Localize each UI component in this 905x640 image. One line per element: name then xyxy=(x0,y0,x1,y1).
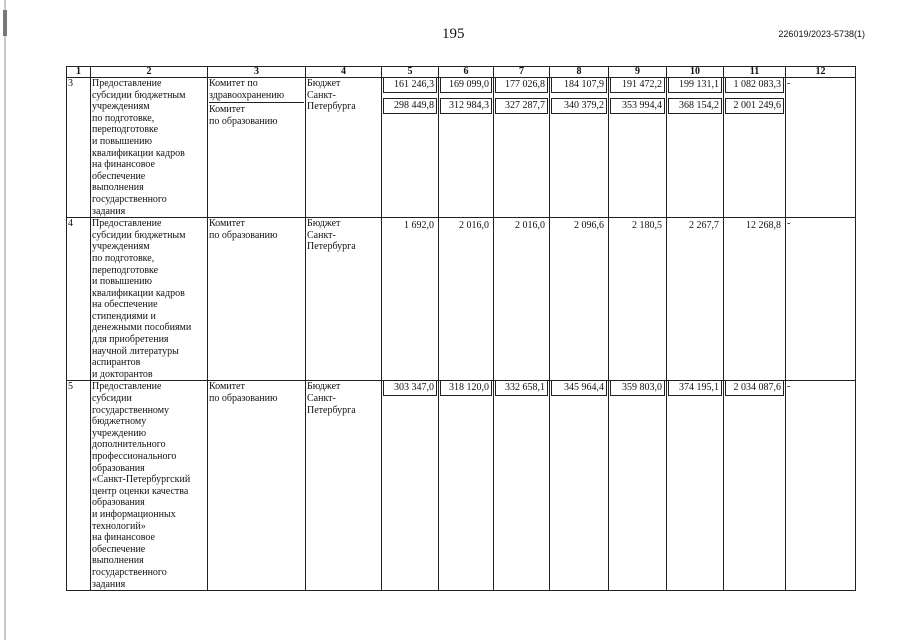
source-text: Бюджет Санкт- Петербурга xyxy=(307,218,356,253)
value-box: 184 107,9 xyxy=(551,77,607,93)
value-text: 2 180,5 xyxy=(632,220,662,232)
header-cell: 6 xyxy=(439,67,494,78)
value-box: 199 131,1 xyxy=(668,77,722,93)
row-name xyxy=(91,78,208,218)
value-box: 345 964,4 xyxy=(551,380,607,396)
value-box: 368 154,2 xyxy=(668,98,722,114)
value-text: 1 692,0 xyxy=(404,220,434,232)
row-executor xyxy=(208,381,306,591)
value-text: 12 268,8 xyxy=(746,220,781,232)
value-cell xyxy=(724,218,786,381)
page-number: 195 xyxy=(442,26,465,42)
row-source xyxy=(306,381,382,591)
row-name-text: Предоставление субсидии бюджетным учреждениям по подготовке, переподготовке и повышению квалификации кадров на финансовое обеспечение выполнения государственного задания xyxy=(92,78,186,217)
value-cell xyxy=(550,78,609,218)
value-cell xyxy=(439,218,494,381)
value-box: 359 803,0 xyxy=(610,380,665,396)
table-row xyxy=(67,78,856,218)
value-cell xyxy=(550,218,609,381)
value-box: 332 658,1 xyxy=(495,380,548,396)
header-row xyxy=(67,67,856,78)
row-name xyxy=(91,381,208,591)
header-cell: 10 xyxy=(667,67,724,78)
value-box: 353 994,4 xyxy=(610,98,665,114)
value-box: 298 449,8 xyxy=(383,98,437,114)
header-cell: 4 xyxy=(306,67,382,78)
executor-education: Комитет по образованию xyxy=(209,104,278,127)
value-cell xyxy=(724,381,786,591)
header-cell: 1 xyxy=(67,67,91,78)
source-text: Бюджет Санкт- Петербурга xyxy=(307,381,356,416)
table-row xyxy=(67,218,856,381)
header-cell: 5 xyxy=(382,67,439,78)
row-name-text: Предоставление субсидии государственному бюджетному учреждению дополнительного профессионального образования «Санкт-Петербургский центр оценки качества образования и информационных технологий» на финансовое обеспечение выполнения государственного задания xyxy=(92,381,191,590)
header-cell: 12 xyxy=(786,67,856,78)
value-box: 312 984,3 xyxy=(440,98,492,114)
header-cell: 11 xyxy=(724,67,786,78)
value-cell xyxy=(724,78,786,218)
value-cell xyxy=(667,78,724,218)
value-box: 177 026,8 xyxy=(495,77,548,93)
value-box: 303 347,0 xyxy=(383,380,437,396)
value-cell xyxy=(382,381,439,591)
scan-edge xyxy=(4,0,6,640)
value-cell xyxy=(609,218,667,381)
value-text: 2 016,0 xyxy=(459,220,489,232)
value-cell xyxy=(439,78,494,218)
value-cell xyxy=(494,218,550,381)
note-cell: - xyxy=(786,78,856,218)
value-cell xyxy=(494,381,550,591)
value-text: 2 267,7 xyxy=(689,220,719,232)
value-box: 2 001 249,6 xyxy=(725,98,784,114)
value-box: 191 472,2 xyxy=(610,77,665,93)
executor-text: Комитет по образованию xyxy=(209,218,278,241)
value-box: 327 287,7 xyxy=(495,98,548,114)
value-cell xyxy=(667,218,724,381)
value-text: 2 096,6 xyxy=(574,220,604,232)
row-number: 4 xyxy=(67,218,91,381)
scan-mark xyxy=(3,10,7,36)
value-cell xyxy=(439,381,494,591)
header-cell: 8 xyxy=(550,67,609,78)
value-box: 161 246,3 xyxy=(383,77,437,93)
value-cell xyxy=(550,381,609,591)
table-row xyxy=(67,381,856,591)
value-cell xyxy=(382,218,439,381)
row-source xyxy=(306,78,382,218)
budget-table xyxy=(66,66,856,591)
value-box: 374 195,1 xyxy=(668,380,722,396)
row-executor xyxy=(208,78,306,218)
row-name xyxy=(91,218,208,381)
header-cell: 2 xyxy=(91,67,208,78)
header-cell: 9 xyxy=(609,67,667,78)
row-source xyxy=(306,218,382,381)
row-name-text: Предоставление субсидии бюджетным учреждениям по подготовке, переподготовке и повышению квалификации кадров на обеспечение стипендиями и денежными пособиями для приобретения научной литературы аспирантов и докторантов xyxy=(92,218,192,380)
value-cell xyxy=(609,78,667,218)
source-text: Бюджет Санкт- Петербурга xyxy=(307,78,356,113)
value-cell xyxy=(609,381,667,591)
value-text: 2 016,0 xyxy=(515,220,545,232)
value-box: 2 034 087,6 xyxy=(725,380,784,396)
value-cell xyxy=(382,78,439,218)
note-cell: - xyxy=(786,218,856,381)
note-cell: - xyxy=(786,381,856,591)
value-box: 340 379,2 xyxy=(551,98,607,114)
value-box: 1 082 083,3 xyxy=(725,77,784,93)
row-number: 5 xyxy=(67,381,91,591)
header-cell: 3 xyxy=(208,67,306,78)
value-box: 169 099,0 xyxy=(440,77,492,93)
value-cell xyxy=(494,78,550,218)
row-number: 3 xyxy=(67,78,91,218)
executor-text: Комитет по образованию xyxy=(209,381,278,405)
row-executor xyxy=(208,218,306,381)
value-box: 318 120,0 xyxy=(440,380,492,396)
executor-health: Комитет по здравоохранению xyxy=(209,78,304,103)
document-code: 226019/2023-5738(1) xyxy=(778,29,865,39)
header-cell: 7 xyxy=(494,67,550,78)
value-cell xyxy=(667,381,724,591)
